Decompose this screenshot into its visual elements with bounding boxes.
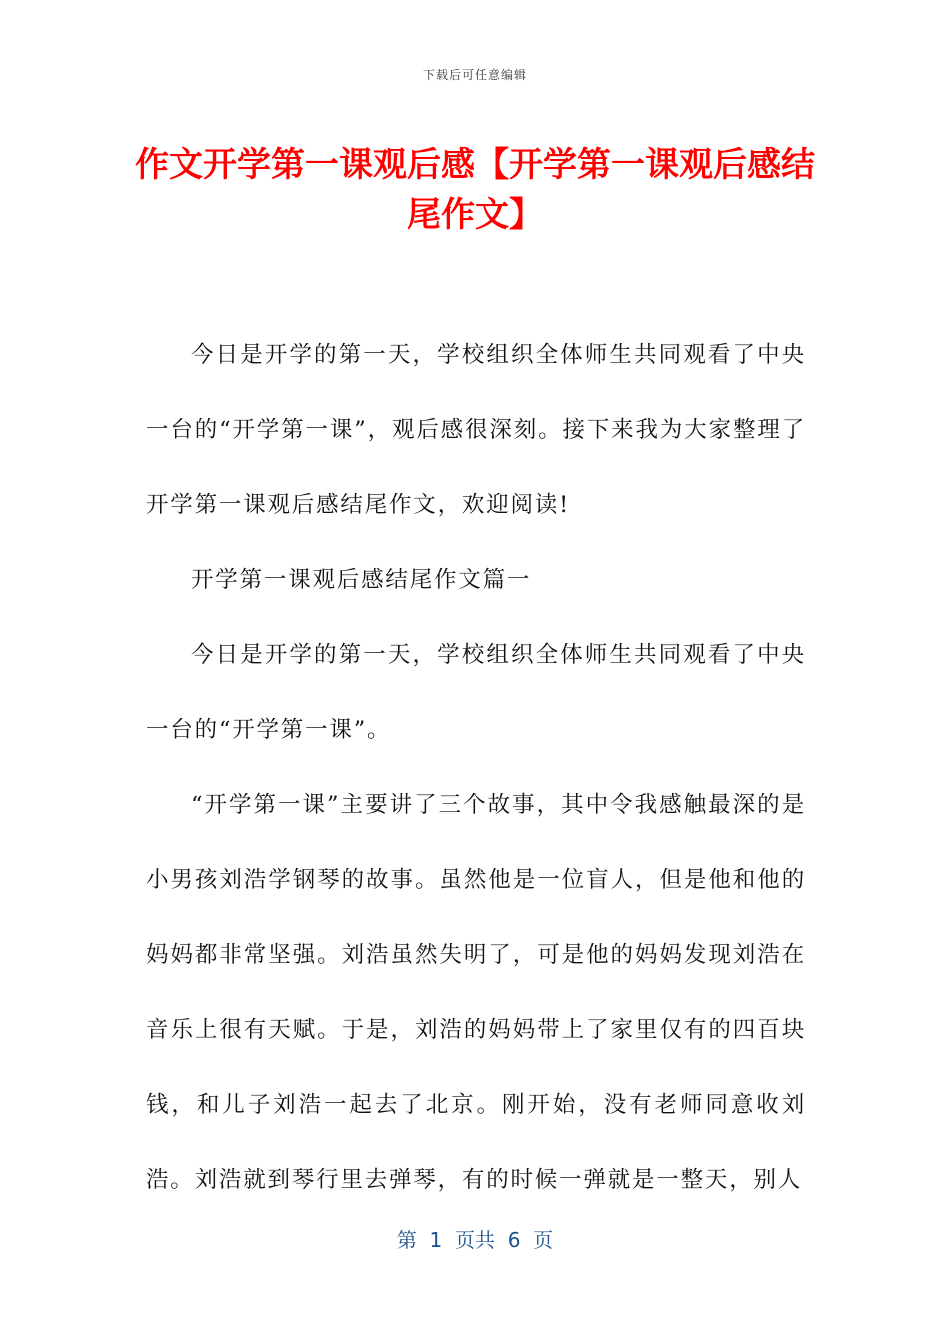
header-note: 下载后可任意编辑 bbox=[422, 68, 527, 82]
document-title: 作文开学第一课观后感【开学第一课观后感结尾作文】 bbox=[135, 145, 815, 235]
section-heading: 开学第一课观后感结尾作文篇一 bbox=[191, 567, 532, 593]
document-body bbox=[146, 318, 806, 1218]
paragraph: “开学第一课”主要讲了三个故事，其中令我感触最深的是小男孩刘浩学钢琴的故事。虽然他是一位盲人，但是他和他的妈妈都非常坚强。刘浩虽然失明了，可是他的妈妈发现刘浩在音乐上很有天赋。于是，刘浩的妈妈带上了家里仅有的四百块钱，和儿子刘浩一起去了北京。刚开始，没有老师同意收刘浩。刘浩就到琴行里去弹琴，有的时候一弹就是一整天，别人 bbox=[146, 792, 806, 1193]
page-number-footer: 第 1 页共 6 页 bbox=[396, 1228, 554, 1252]
paragraph: 今日是开学的第一天，学校组织全体师生共同观看了中央一台的“开学第一课”。 bbox=[146, 642, 806, 743]
paragraph-intro: 今日是开学的第一天，学校组织全体师生共同观看了中央一台的“开学第一课”，观后感很深刻。接下来我为大家整理了开学第一课观后感结尾作文，欢迎阅读! bbox=[146, 342, 806, 518]
